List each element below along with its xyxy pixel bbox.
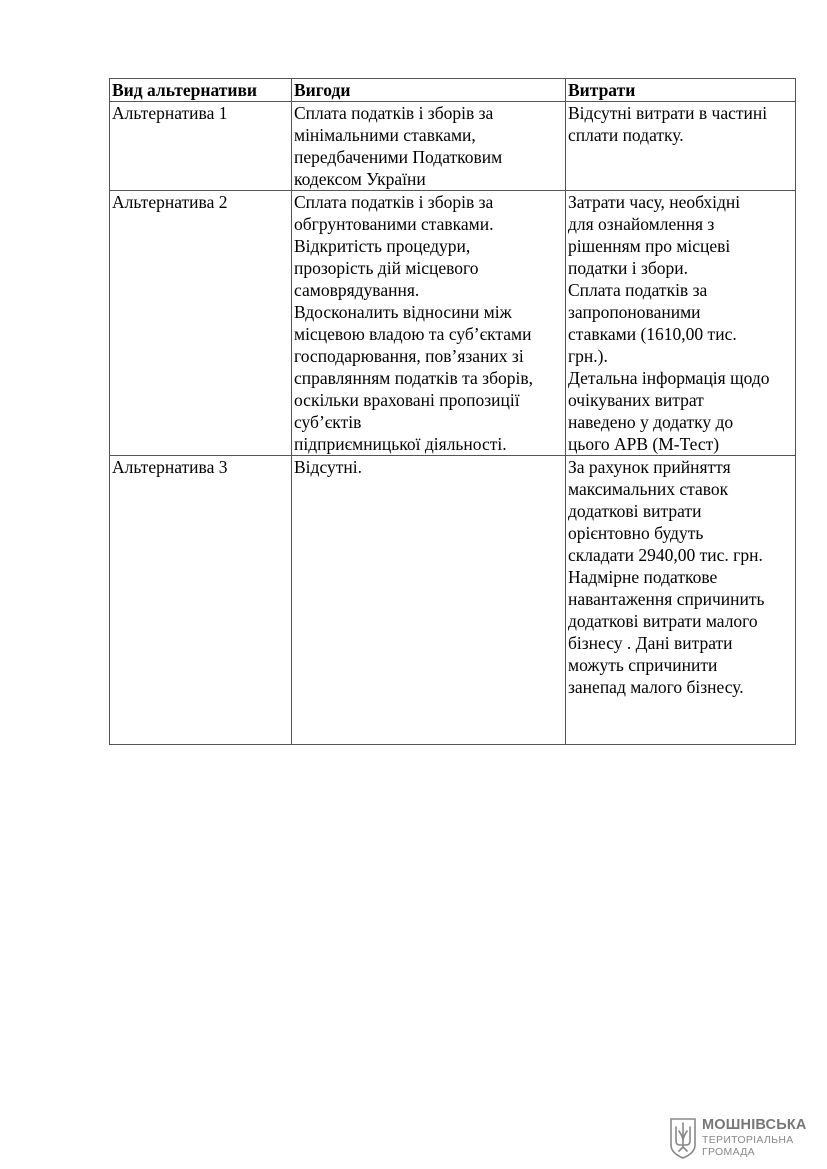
table-row [110,191,796,456]
header-benefits: Вигоди [292,79,566,102]
table-row [110,102,796,191]
header-costs: Витрати [566,79,796,102]
alternative-name: Альтернатива 3 [110,456,292,745]
alternative-benefits: Відсутні. [292,456,566,745]
logo-subtitle-line2: ГРОМАДА [702,1146,755,1158]
table-header-row [110,79,796,102]
alternatives-table [109,78,796,745]
community-logo [668,1117,808,1161]
alternative-benefits: Сплата податків і зборів за обгрунтованими ставками. Відкритість процедури, прозорість дій місцевого самоврядування. Вдосконалить відносини між місцевою владою та суб’єктами господарювання, пов’язаних зі справлянням податків та зборів, оскільки враховані пропозиції суб’єктів підприємницької діяльності. [292,191,566,456]
logo-subtitle-line1: ТЕРИТОРІАЛЬНА [702,1134,794,1146]
trident-emblem-icon [668,1117,698,1159]
alternative-costs: За рахунок прийняття максимальних ставок додаткові витрати орієнтовно будуть складати 2940,00 тис. грн. Надмірне податкове навантаження спричинить додаткові витрати малого бізнесу . Дані витрати можуть спричинити занепад малого бізнесу. [566,456,796,745]
alternative-benefits: Сплата податків і зборів за мінімальними ставками, передбаченими Податковим кодексом України [292,102,566,191]
alternative-costs: Затрати часу, необхідні для ознайомлення з рішенням про місцеві податки і збори. Сплата податків за запропонованими ставками (1610,00 тис. грн.). Детальна інформація щодо очікуваних витрат наведено у додатку до цього АРВ (М-Тест) [566,191,796,456]
header-alternative-type: Вид альтернативи [110,79,292,102]
alternative-costs: Відсутні витрати в частині сплати податку. [566,102,796,191]
alternative-name: Альтернатива 2 [110,191,292,456]
table-row [110,456,796,745]
logo-title: МОШНІВСЬКА [702,1117,807,1133]
alternative-name: Альтернатива 1 [110,102,292,191]
